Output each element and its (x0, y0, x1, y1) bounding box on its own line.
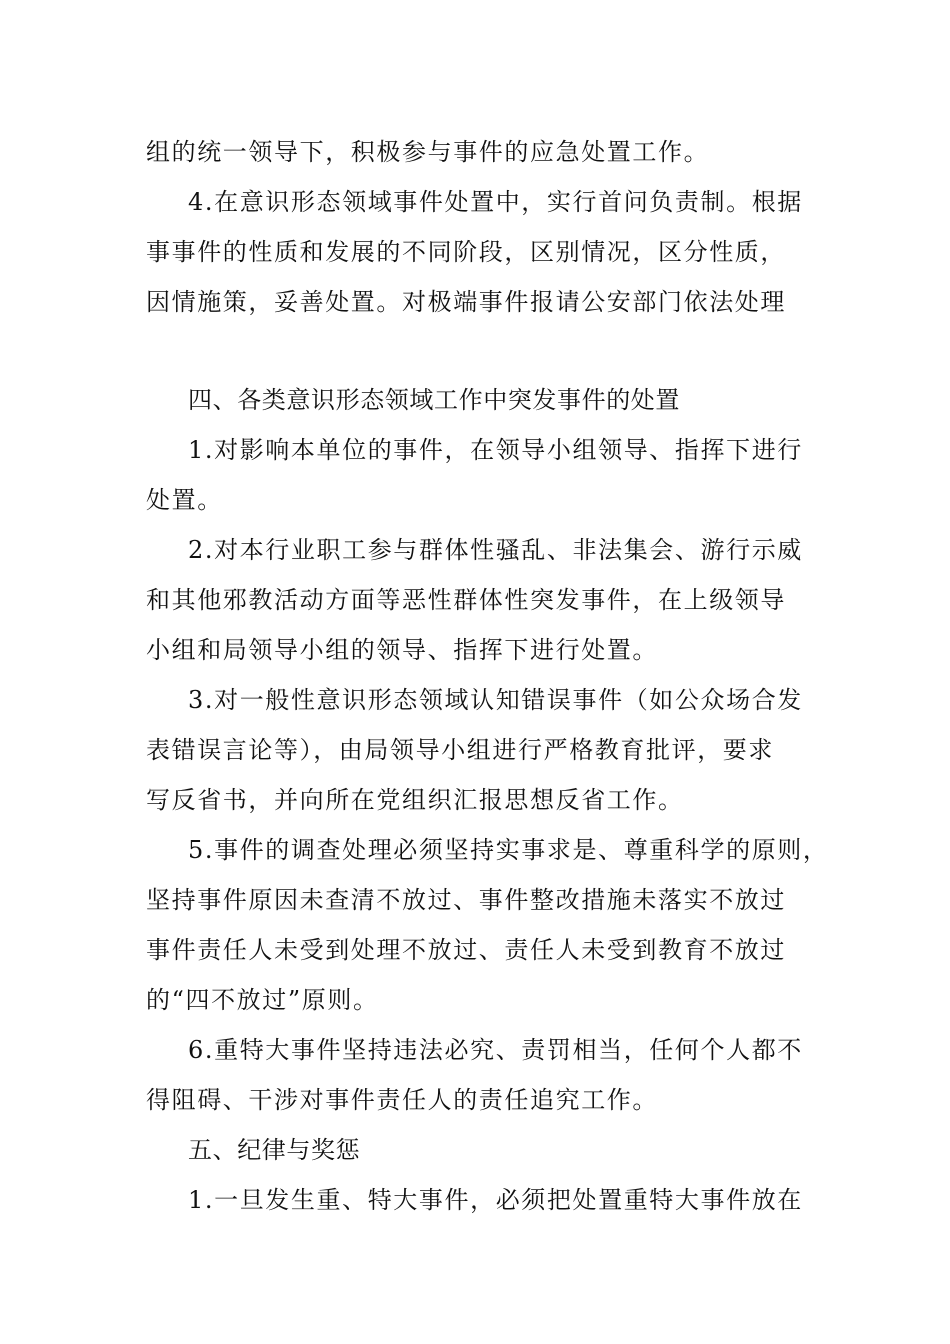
text-line: 5.事件的调查处理必须坚持实事求是、尊重科学的原则， (188, 836, 829, 864)
text-line: 事事件的性质和发展的不同阶段，区别情况，区分性质， (146, 238, 786, 266)
text-line: 得阻碍、干涉对事件责任人的责任追究工作。 (146, 1086, 658, 1114)
section-heading: 四、各类意识形态领域工作中突发事件的处置 (188, 386, 680, 414)
text-line: 1.一旦发生重、特大事件，必须把处置重特大事件放在 (188, 1186, 803, 1214)
text-line: 的“四不放过”原则。 (146, 986, 379, 1014)
text-line: 3.对一般性意识形态领域认知错误事件（如公众场合发 (188, 686, 803, 714)
text-line: 1.对影响本单位的事件，在领导小组领导、指挥下进行 (188, 436, 803, 464)
text-line: 组的统一领导下，积极参与事件的应急处置工作。 (146, 138, 710, 166)
text-line: 事件责任人未受到处理不放过、责任人未受到教育不放过 (146, 936, 786, 964)
text-line: 因情施策，妥善处置。对极端事件报请公安部门依法处理 (146, 288, 786, 316)
text-line: 6.重特大事件坚持违法必究、责罚相当，任何个人都不 (188, 1036, 803, 1064)
section-heading: 五、纪律与奖惩 (188, 1136, 361, 1164)
text-line: 坚持事件原因未查清不放过、事件整改措施未落实不放过 (146, 886, 786, 914)
text-line: 小组和局领导小组的领导、指挥下进行处置。 (146, 636, 658, 664)
text-line: 4.在意识形态领域事件处置中，实行首问负责制。根据 (188, 188, 803, 216)
text-line: 处置。 (146, 486, 223, 514)
text-line: 表错误言论等），由局领导小组进行严格教育批评，要求 (146, 736, 774, 764)
text-line: 写反省书，并向所在党组织汇报思想反省工作。 (146, 786, 684, 814)
text-line: 2.对本行业职工参与群体性骚乱、非法集会、游行示威 (188, 536, 803, 564)
text-line: 和其他邪教活动方面等恶性群体性突发事件，在上级领导 (146, 586, 786, 614)
